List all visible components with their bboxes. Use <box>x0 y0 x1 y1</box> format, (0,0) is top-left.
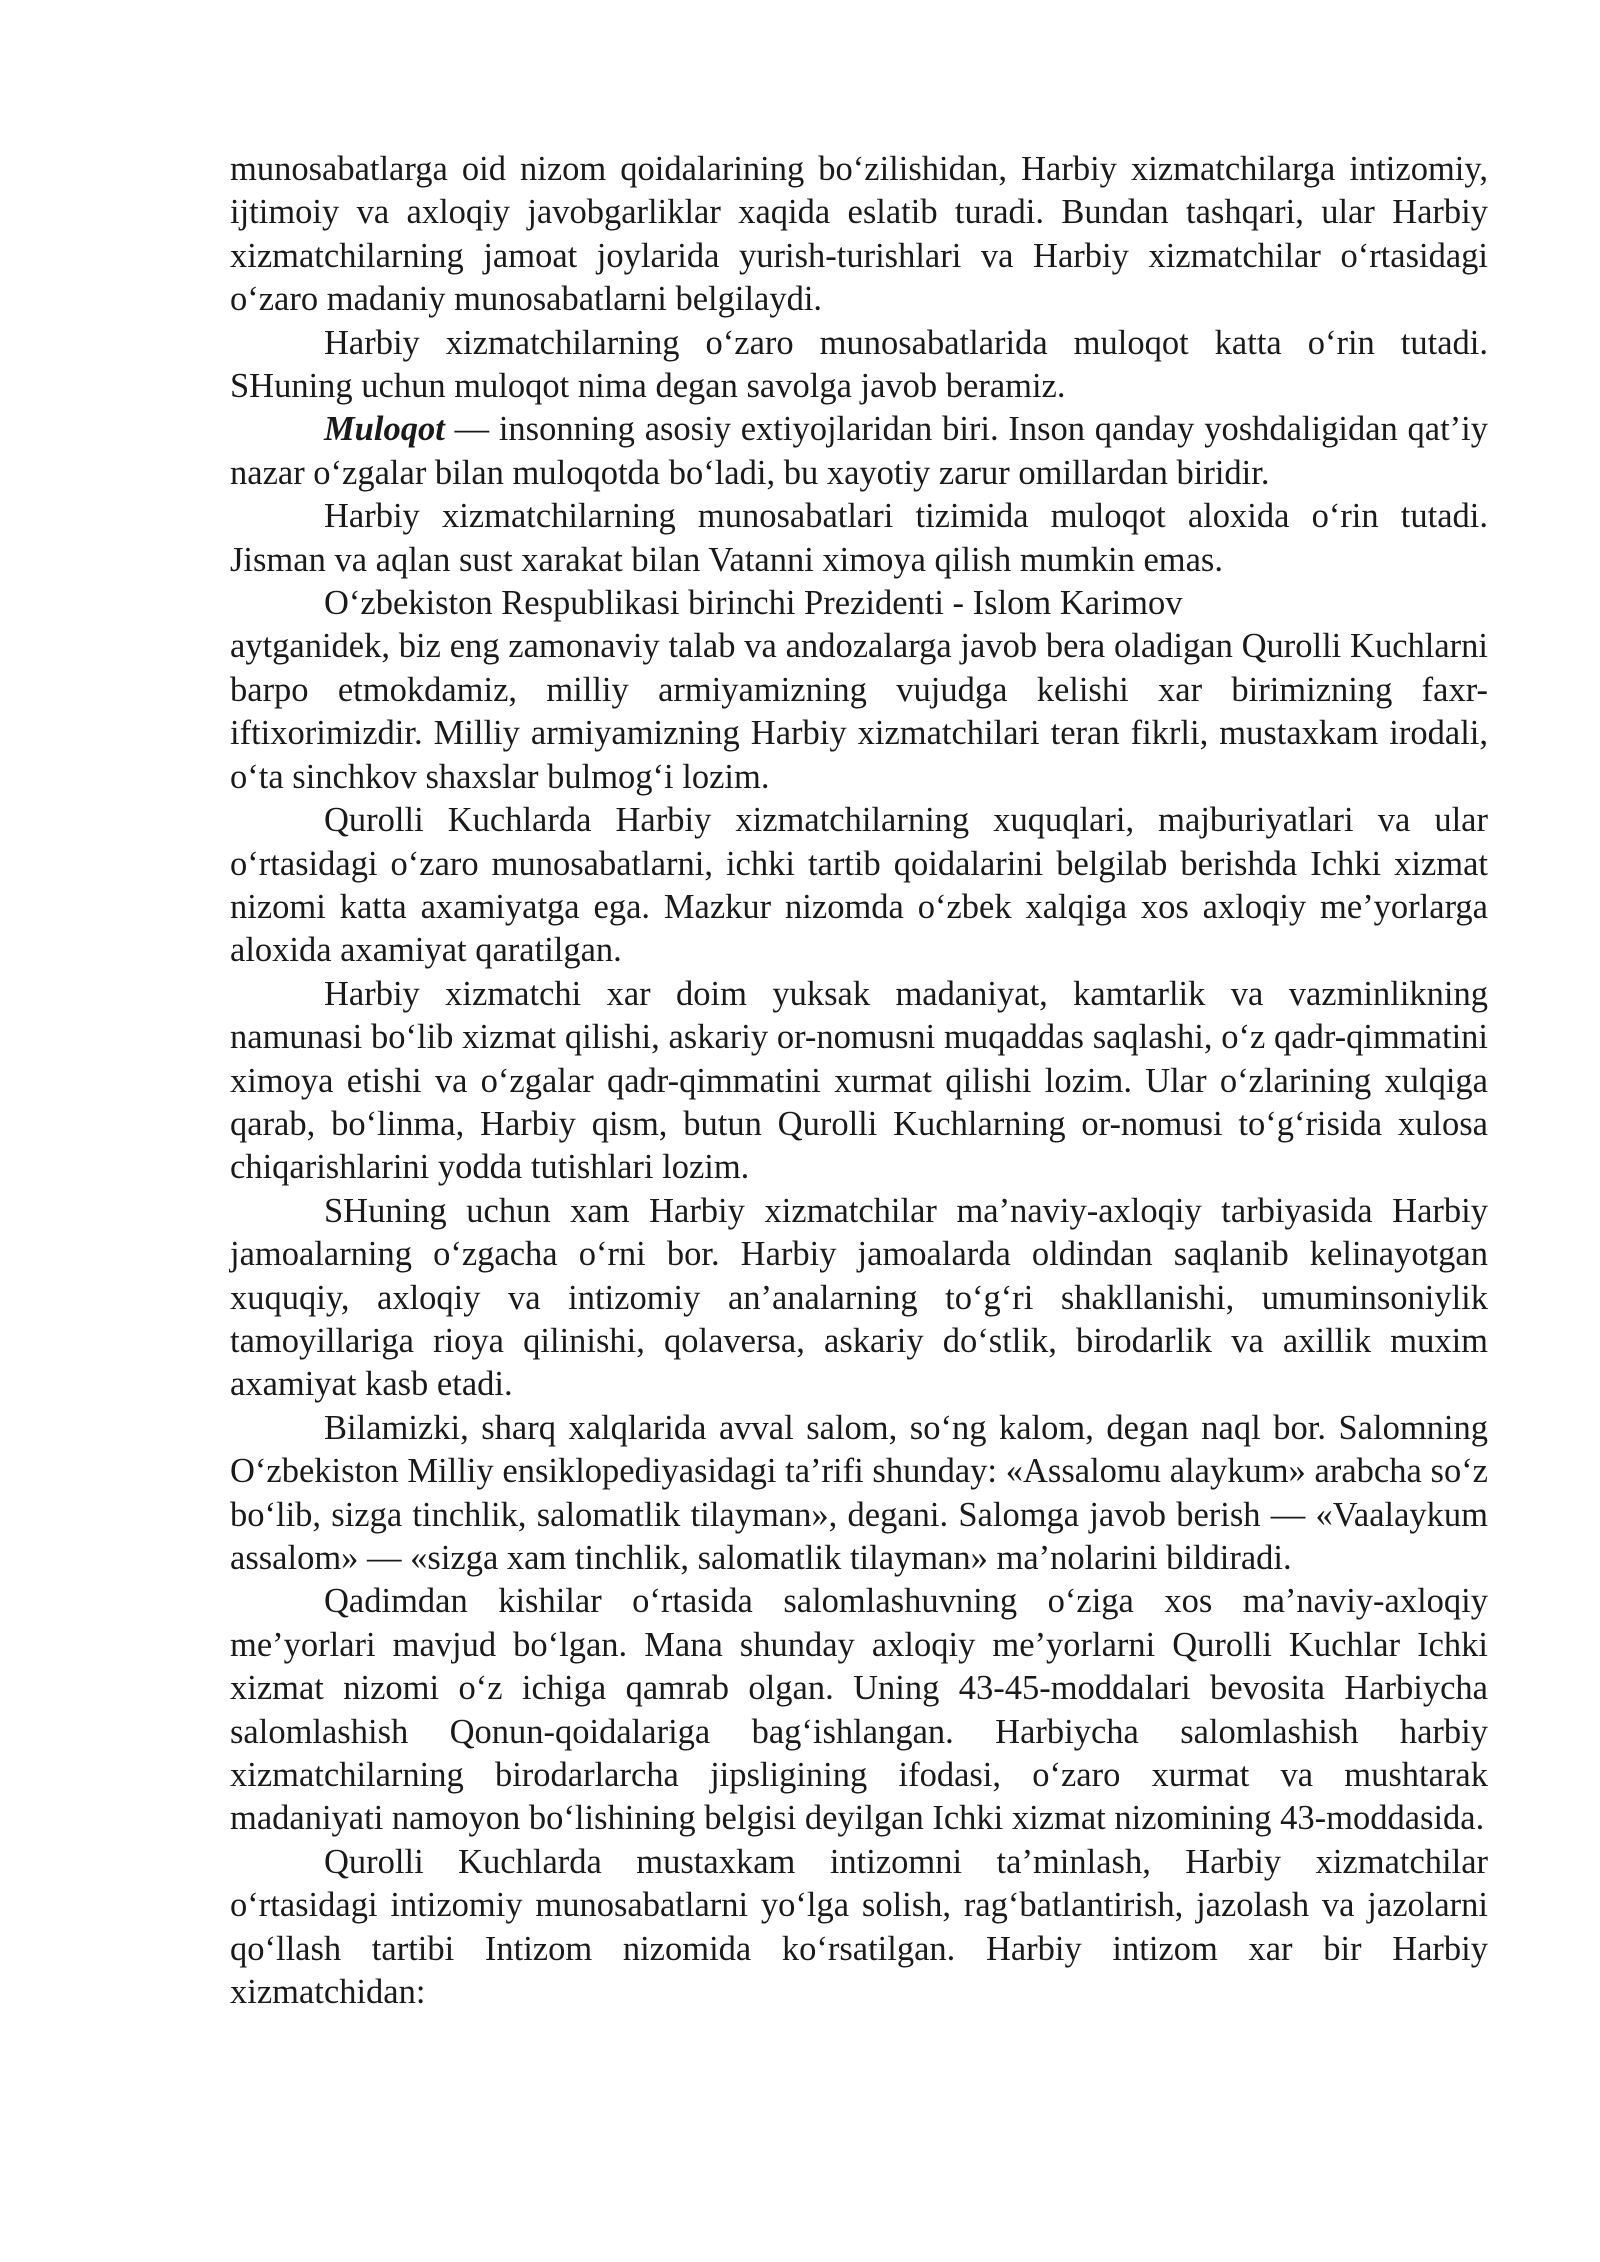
paragraph-5-line-1: O‘zbekiston Respublikasi birinchi Prezidenti - Islom Karimov <box>324 584 1183 623</box>
paragraph-3 <box>230 408 1488 495</box>
paragraph-9: Bilamizki, sharq xalqlarida avval salom, so‘ng kalom, degan naql bor. Salomning O‘zbekiston Milliy ensiklopediyasidagi ta’rifi shunday: «Assalomu alaykum» arabcha so‘z bo‘lib, sizga tinchlik, salomatlik tilayman», degani. Salomga javob berish — «Vaalaykum assalom» — «sizga xam tinchlik, salomatlik tilayman» ma’nolarini bildiradi. <box>230 1408 1488 1577</box>
paragraph-8: SHuning uchun xam Harbiy xizmatchilar ma’naviy-axloqiy tarbiyasida Harbiy jamoalarning o‘zgacha o‘rni bor. Harbiy jamoalarda oldindan saqlanib kelinayotgan xuquqiy, axloqiy va intizomiy an’analarning to‘g‘ri shakllanishi, umuminsoniylik tamoyillariga rioya qilinishi, qolaversa, askariy do‘stlik, birodarlik va axillik muxim axamiyat kasb etadi. <box>230 1191 1488 1404</box>
paragraph-2: Harbiy xizmatchilarning o‘zaro munosabatlarida muloqot katta o‘rin tutadi. SHuning uchun muloqot nima degan savolga javob beramiz. <box>230 323 1488 406</box>
paragraph-7: Harbiy xizmatchi xar doim yuksak madaniyat, kamtarlik va vazminlikning namunasi bo‘lib xizmat qilishi, askariy or-nomusni muqaddas saqlashi, o‘z qadr-qimmatini ximoya etishi va o‘zgalar qadr-qimmatini xurmat qilishi lozim. Ular o‘zlarining xulqiga qarab, bo‘linma, Harbiy qism, butun Qurolli Kuchlarning or-nomusi to‘g‘risida xulosa chiqarishlarini yodda tutishlari lozim. <box>230 974 1488 1187</box>
paragraph-5 <box>230 582 1488 799</box>
term-muloqot: Muloqot <box>324 410 445 449</box>
paragraph-6: Qurolli Kuchlarda Harbiy xizmatchilarning xuquqlari, majburiyatlari va ular o‘rtasidagi o‘zaro munosabatlarni, ichki tartib qoidalarini belgilab berishda Ichki xizmat nizomi katta axamiyatga ega. Mazkur nizomda o‘zbek xalqiga xos axloqiy me’yorlarga aloxida axamiyat qaratilgan. <box>230 801 1488 970</box>
paragraph-3-text: — insonning asosiy extiyojlaridan biri. Inson qanday yoshdaligidan qat’iy nazar o‘zgalar bilan muloqotda bo‘ladi, bu xayotiy zarur omillardan biridir. <box>230 410 1488 492</box>
document-page <box>230 148 1488 2014</box>
paragraph-4: Harbiy xizmatchilarning munosabatlari tizimida muloqot aloxida o‘rin tutadi. Jisman va aqlan sust xarakat bilan Vatanni ximoya qilish mumkin emas. <box>230 497 1488 579</box>
paragraph-11: Qurolli Kuchlarda mustaxkam intizomni ta’minlash, Harbiy xizmatchilar o‘rtasidagi intizomiy munosabatlarni yo‘lga solish, rag‘batlantirish, jazolash va jazolarni qo‘llash tartibi Intizom nizomida ko‘rsatilgan. Harbiy intizom xar bir Harbiy xizmatchidan: <box>230 1842 1488 2012</box>
paragraph-10: Qadimdan kishilar o‘rtasida salomlashuvning o‘ziga xos ma’naviy-axloqiy me’yorlari mavjud bo‘lgan. Mana shunday axloqiy me’yorlarni Qurolli Kuchlar Ichki xizmat nizomi o‘z ichiga qamrab olgan. Uning 43-45-moddalari bevosita Harbiycha salomlashish Qonun-qoidalariga bag‘ishlangan. Harbiycha salomlashish harbiy xizmatchilarning birodarlarcha jipsligining ifodasi, o‘zaro xurmat va mushtarak madaniyati namoyon bo‘lishining belgisi deyilgan Ichki xizmat nizomining 43-moddasida. <box>230 1582 1488 1838</box>
paragraph-1: munosabatlarga oid nizom qoidalarining bo‘zilishidan, Harbiy xizmatchilarga intizomiy, ijtimoiy va axloqiy javobgarliklar xaqida eslatib turadi. Bundan tashqari, ular Harbiy xizmatchilarning jamoat joylarida yurish-turishlari va Harbiy xizmatchilar o‘rtasidagi o‘zaro madaniy munosabatlarni belgilaydi. <box>230 150 1488 319</box>
paragraph-5-text: aytganidek, biz eng zamonaviy talab va andozalarga javob bera oladigan Qurolli Kuchlarni barpo etmokdamiz, milliy armiyamizning vujudga kelishi xar birimizning faxr-iftixorimizdir. Milliy armiyamizning Harbiy xizmatchilari teran fikrli, mustaxkam irodali, o‘ta sinchkov shaxslar bulmog‘i lozim. <box>230 627 1488 796</box>
